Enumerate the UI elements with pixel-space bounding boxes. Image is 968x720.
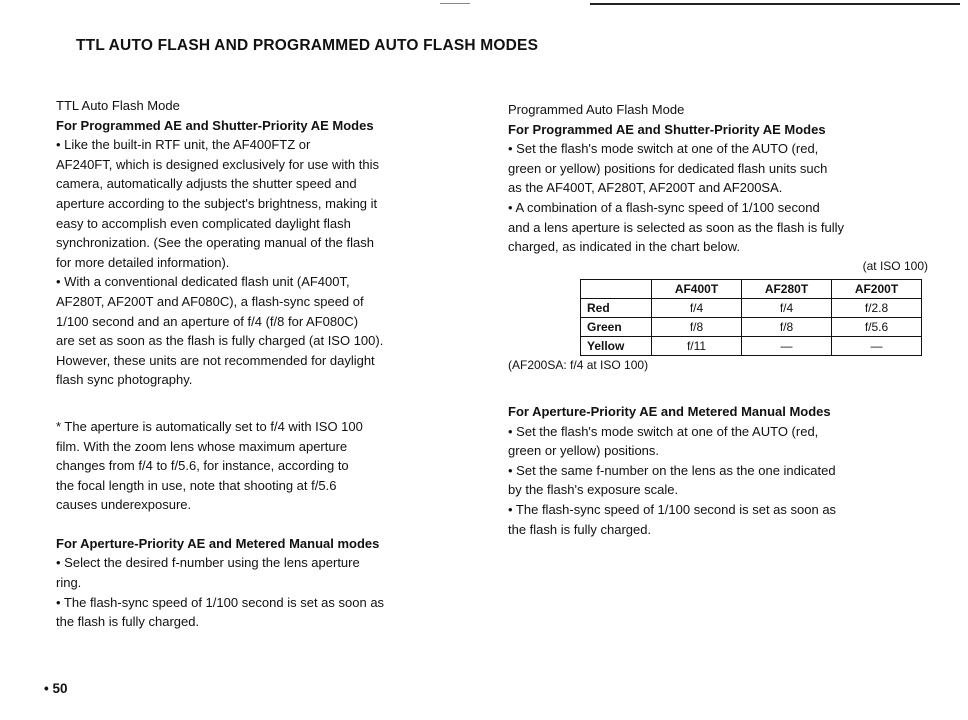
text-line: green or yellow) positions for dedicated flash units such bbox=[508, 160, 828, 176]
chart-cell: f/5.6 bbox=[832, 318, 922, 337]
chart-header-cell: AF400T bbox=[652, 280, 742, 299]
chart-header-cell: AF280T bbox=[742, 280, 832, 299]
chart-cell: f/11 bbox=[652, 337, 742, 356]
text-line: ring. bbox=[56, 575, 82, 591]
text-line: camera, automatically adjusts the shutter speed and bbox=[56, 176, 357, 192]
text-line: the focal length in use, note that shooting at f/5.6 bbox=[56, 477, 337, 493]
text-line: for more detailed information). bbox=[56, 254, 230, 270]
text-line: film. With the zoom lens whose maximum aperture bbox=[56, 438, 348, 454]
right-column bbox=[508, 100, 928, 539]
chart-cell: — bbox=[832, 337, 922, 356]
text-line: the flash is fully charged. bbox=[508, 521, 652, 537]
text-line: AF240FT, which is designed exclusively for use with this bbox=[56, 156, 379, 172]
text-line: as the AF400T, AF280T, AF200T and AF200SA. bbox=[508, 180, 783, 196]
chart-cell: — bbox=[742, 337, 832, 356]
aperture-manual-body-right bbox=[508, 422, 928, 540]
text-line: easy to accomplish even complicated daylight flash bbox=[56, 215, 351, 231]
chart-header-row bbox=[581, 280, 922, 299]
chart-corner-cell bbox=[581, 280, 652, 299]
af200sa-note: (AF200SA: f/4 at ISO 100) bbox=[508, 358, 649, 373]
chart-cell: f/2.8 bbox=[832, 299, 922, 318]
chart-cell: f/4 bbox=[652, 299, 742, 318]
chart-row-label: Green bbox=[581, 318, 652, 337]
text-line: • Like the built-in RTF unit, the AF400FTZ or bbox=[56, 137, 311, 153]
chart-cell: f/8 bbox=[742, 318, 832, 337]
text-line: causes underexposure. bbox=[56, 497, 192, 513]
chart-row bbox=[581, 299, 922, 318]
text-line: AF280T, AF200T and AF080C), a flash-sync speed of bbox=[56, 293, 364, 309]
text-line: the flash is fully charged. bbox=[56, 614, 200, 630]
aperture-manual-heading-right: For Aperture-Priority AE and Metered Manual Modes bbox=[508, 403, 831, 419]
text-line: • With a conventional dedicated flash unit (AF400T, bbox=[56, 274, 350, 290]
page-title: TTL AUTO FLASH AND PROGRAMMED AUTO FLASH MODES bbox=[76, 37, 539, 54]
text-line: green or yellow) positions. bbox=[508, 443, 660, 459]
text-line: 1/100 second and an aperture of f/4 (f/8 for AF080C) bbox=[56, 313, 359, 329]
text-line: and a lens aperture is selected as soon as the flash is fully bbox=[508, 219, 845, 235]
aperture-manual-heading: For Aperture-Priority AE and Metered Manual modes bbox=[56, 535, 380, 551]
text-line: * The aperture is automatically set to f/4 with ISO 100 bbox=[56, 418, 363, 434]
aperture-footnote bbox=[56, 417, 476, 515]
text-line: However, these units are not recommended for daylight bbox=[56, 352, 375, 368]
iso-note: (at ISO 100) bbox=[862, 258, 928, 273]
aperture-chart bbox=[580, 279, 922, 356]
text-line: • A combination of a flash-sync speed of 1/100 second bbox=[508, 199, 820, 215]
chart-cell: f/4 bbox=[742, 299, 832, 318]
programmed-shutter-heading-right: For Programmed AE and Shutter-Priority AE Modes bbox=[508, 121, 826, 137]
chart-row-label: Red bbox=[581, 299, 652, 318]
text-line: changes from f/4 to f/5.6, for instance, according to bbox=[56, 458, 349, 474]
text-line: synchronization. (See the operating manual of the flash bbox=[56, 235, 374, 251]
ttl-body-text bbox=[56, 135, 476, 390]
text-line: • Set the flash's mode switch at one of the AUTO (red, bbox=[508, 423, 819, 439]
programmed-body-text bbox=[508, 139, 928, 257]
text-line: flash sync photography. bbox=[56, 372, 193, 388]
aperture-manual-body bbox=[56, 553, 476, 631]
chart-row-label: Yellow bbox=[581, 337, 652, 356]
text-line: are set as soon as the flash is fully charged (at ISO 100). bbox=[56, 333, 384, 349]
chart-header-cell: AF200T bbox=[832, 280, 922, 299]
text-line: • Set the flash's mode switch at one of the AUTO (red, bbox=[508, 141, 819, 157]
page-number: • 50 bbox=[44, 681, 68, 696]
text-line: by the flash's exposure scale. bbox=[508, 482, 679, 498]
text-line: • The flash-sync speed of 1/100 second is set as soon as bbox=[56, 594, 385, 610]
left-column bbox=[56, 96, 476, 632]
chart-cell: f/8 bbox=[652, 318, 742, 337]
text-line: charged, as indicated in the chart below. bbox=[508, 239, 740, 255]
chart-row bbox=[581, 337, 922, 356]
text-line: • Select the desired f-number using the lens aperture bbox=[56, 555, 360, 571]
ttl-mode-heading: TTL Auto Flash Mode bbox=[56, 98, 180, 113]
text-line: • Set the same f-number on the lens as the one indicated bbox=[508, 462, 836, 478]
text-line: • The flash-sync speed of 1/100 second is set as soon as bbox=[508, 501, 837, 517]
chart-row bbox=[581, 318, 922, 337]
programmed-shutter-heading: For Programmed AE and Shutter-Priority AE Modes bbox=[56, 117, 374, 133]
top-rule bbox=[590, 3, 960, 5]
programmed-flash-heading: Programmed Auto Flash Mode bbox=[508, 102, 685, 117]
top-rule-short bbox=[440, 3, 470, 4]
text-line: aperture according to the subject's brightness, making it bbox=[56, 195, 378, 211]
